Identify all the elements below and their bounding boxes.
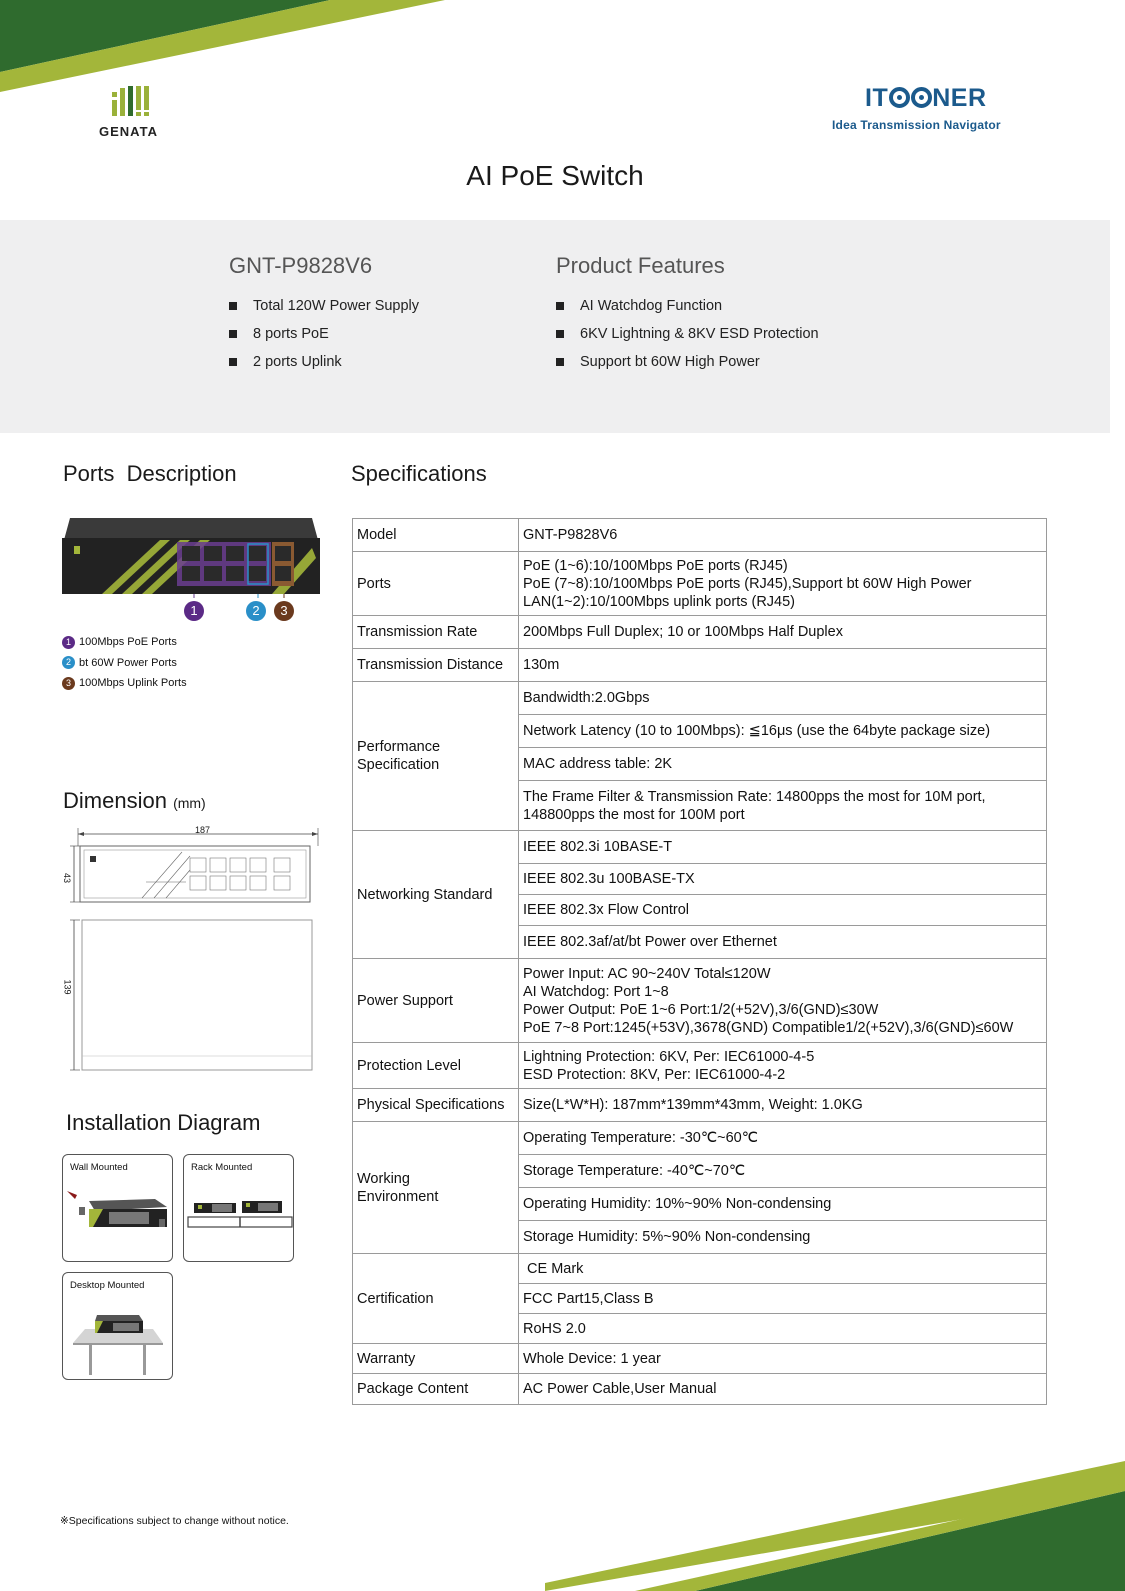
spec-value: Storage Temperature: -40℃~70℃ [519,1155,1047,1188]
spec-value: IEEE 802.3i 10BASE-T [519,831,1047,864]
table-row [353,1122,1047,1155]
table-row [353,649,1047,682]
table-row [353,831,1047,864]
install-rack-mounted [183,1154,294,1262]
dimension-unit: (mm) [173,795,206,811]
spec-value: Size(L*W*H): 187mm*139mm*43mm, Weight: 1.0KG [519,1089,1047,1122]
table-row [353,1344,1047,1374]
spec-value: IEEE 802.3af/at/bt Power over Ethernet [519,926,1047,959]
spec-value: Operating Humidity: 10%~90% Non-condensing [519,1188,1047,1221]
spec-value: PoE (1~6):10/100Mbps PoE ports (RJ45) PoE (7~8):10/100Mbps PoE ports (RJ45),Support bt 60W High Power LAN(1~2):10/100Mbps uplink ports (RJ45) [519,552,1047,616]
overview-band [0,220,1110,433]
specifications-heading: Specifications [351,461,487,486]
table-row [353,552,1047,616]
spec-value: GNT-P9828V6 [519,519,1047,552]
spec-value: CE Mark [519,1254,1047,1284]
model-bullet-list [229,298,419,382]
spec-value: 200Mbps Full Duplex; 10 or 100Mbps Half Duplex [519,616,1047,649]
dimension-heading-text: Dimension [63,788,167,813]
installation-heading: Installation Diagram [66,1110,261,1135]
itooner-o-icon [889,87,910,108]
spec-key: Performance Specification [353,682,519,831]
itooner-logo-prefix: IT [865,84,889,112]
spec-key: Package Content [353,1374,519,1405]
switch-front-panel-image [62,518,320,598]
ports-legend [62,632,187,694]
itooner-logo-suffix: NER [932,84,987,112]
install-label: Desktop Mounted [70,1280,145,1291]
spec-value: Lightning Protection: 6KV, Per: IEC61000-4-5 ESD Protection: 8KV, Per: IEC61000-4-2 [519,1043,1047,1089]
itooner-tagline: Idea Transmission Navigator [832,118,1001,132]
table-row [353,1089,1047,1122]
spec-key: Working Environment [353,1122,519,1254]
dimension-height-label: 43 [62,872,73,884]
legend-label: 100Mbps PoE Ports [79,636,177,649]
spec-key: Model [353,519,519,552]
list-item: AI Watchdog Function [556,298,819,326]
install-wall-mounted [62,1154,173,1262]
features-heading: Product Features [556,253,725,278]
spec-value: MAC address table: 2K [519,748,1047,781]
install-label: Wall Mounted [70,1162,128,1173]
table-row [353,959,1047,1043]
wall-mount-icon [63,1185,174,1260]
list-item: 8 ports PoE [229,326,419,354]
model-heading: GNT-P9828V6 [229,253,373,278]
table-row [353,519,1047,552]
desktop-mount-icon [63,1303,174,1378]
list-item: 2 ports Uplink [229,354,419,382]
list-item: Support bt 60W High Power [556,354,819,382]
dimension-drawing [62,822,322,1077]
document-title: AI PoE Switch [466,160,644,191]
legend-item [62,673,187,694]
spec-key: Physical Specifications [353,1089,519,1122]
install-desktop-mounted [62,1272,173,1380]
table-row [353,682,1047,715]
genata-brand-name: GENATA [99,124,158,139]
itooner-logo [865,84,987,113]
legend-item [62,632,187,653]
install-label: Rack Mounted [191,1162,253,1173]
features-bullet-list [556,298,819,382]
spec-key: Networking Standard [353,831,519,959]
port-marker-3: 3 [274,601,294,621]
spec-key: Warranty [353,1344,519,1374]
spec-value: IEEE 802.3x Flow Control [519,895,1047,926]
spec-value: The Frame Filter & Transmission Rate: 14800pps the most for 10M port, 148800pps the most for 100M port [519,781,1047,831]
bottom-stripe-decoration [545,1461,1125,1591]
spec-value: RoHS 2.0 [519,1314,1047,1344]
spec-key: Certification [353,1254,519,1344]
spec-value: Bandwidth:2.0Gbps [519,682,1047,715]
list-item: Total 120W Power Supply [229,298,419,326]
port-marker-2: 2 [246,601,266,621]
spec-value: Storage Humidity: 5%~90% Non-condensing [519,1221,1047,1254]
spec-value: 130m [519,649,1047,682]
specifications-table [352,518,1047,1405]
legend-label: bt 60W Power Ports [79,656,177,669]
dimension-width-label: 187 [195,825,211,835]
ports-description-heading: Ports Description [63,461,237,486]
footnote: ※Specifications subject to change without notice. [60,1515,289,1527]
rack-mount-icon [184,1185,295,1260]
port-marker-1: 1 [184,601,204,621]
top-stripe-decoration [0,0,460,100]
legend-label: 100Mbps Uplink Ports [79,677,187,690]
legend-item [62,653,187,674]
list-item: 6KV Lightning & 8KV ESD Protection [556,326,819,354]
legend-number: 2 [62,656,75,669]
dimension-depth-label: 139 [62,979,73,995]
table-row [353,1374,1047,1405]
spec-value: Network Latency (10 to 100Mbps): ≦16μs (use the 64byte package size) [519,715,1047,748]
table-row [353,1254,1047,1284]
spec-key: Transmission Distance [353,649,519,682]
spec-value: FCC Part15,Class B [519,1284,1047,1314]
dimension-heading [63,788,206,814]
spec-key: Protection Level [353,1043,519,1089]
table-row [353,1043,1047,1089]
spec-key: Ports [353,552,519,616]
legend-number: 3 [62,677,75,690]
spec-value: Operating Temperature: -30℃~60℃ [519,1122,1047,1155]
legend-number: 1 [62,636,75,649]
spec-value: Whole Device: 1 year [519,1344,1047,1374]
spec-value: IEEE 802.3u 100BASE-TX [519,864,1047,895]
itooner-o-icon [911,87,932,108]
table-row [353,616,1047,649]
spec-value: AC Power Cable,User Manual [519,1374,1047,1405]
spec-value: Power Input: AC 90~240V Total≤120W AI Watchdog: Port 1~8 Power Output: PoE 1~6 Port:1/2(+52V),3/6(GND)≤30W PoE 7~8 Port:1245(+53V),3678(GND) Compatible1/2(+52V),3/6(GND)≤60W [519,959,1047,1043]
spec-key: Transmission Rate [353,616,519,649]
spec-key: Power Support [353,959,519,1043]
